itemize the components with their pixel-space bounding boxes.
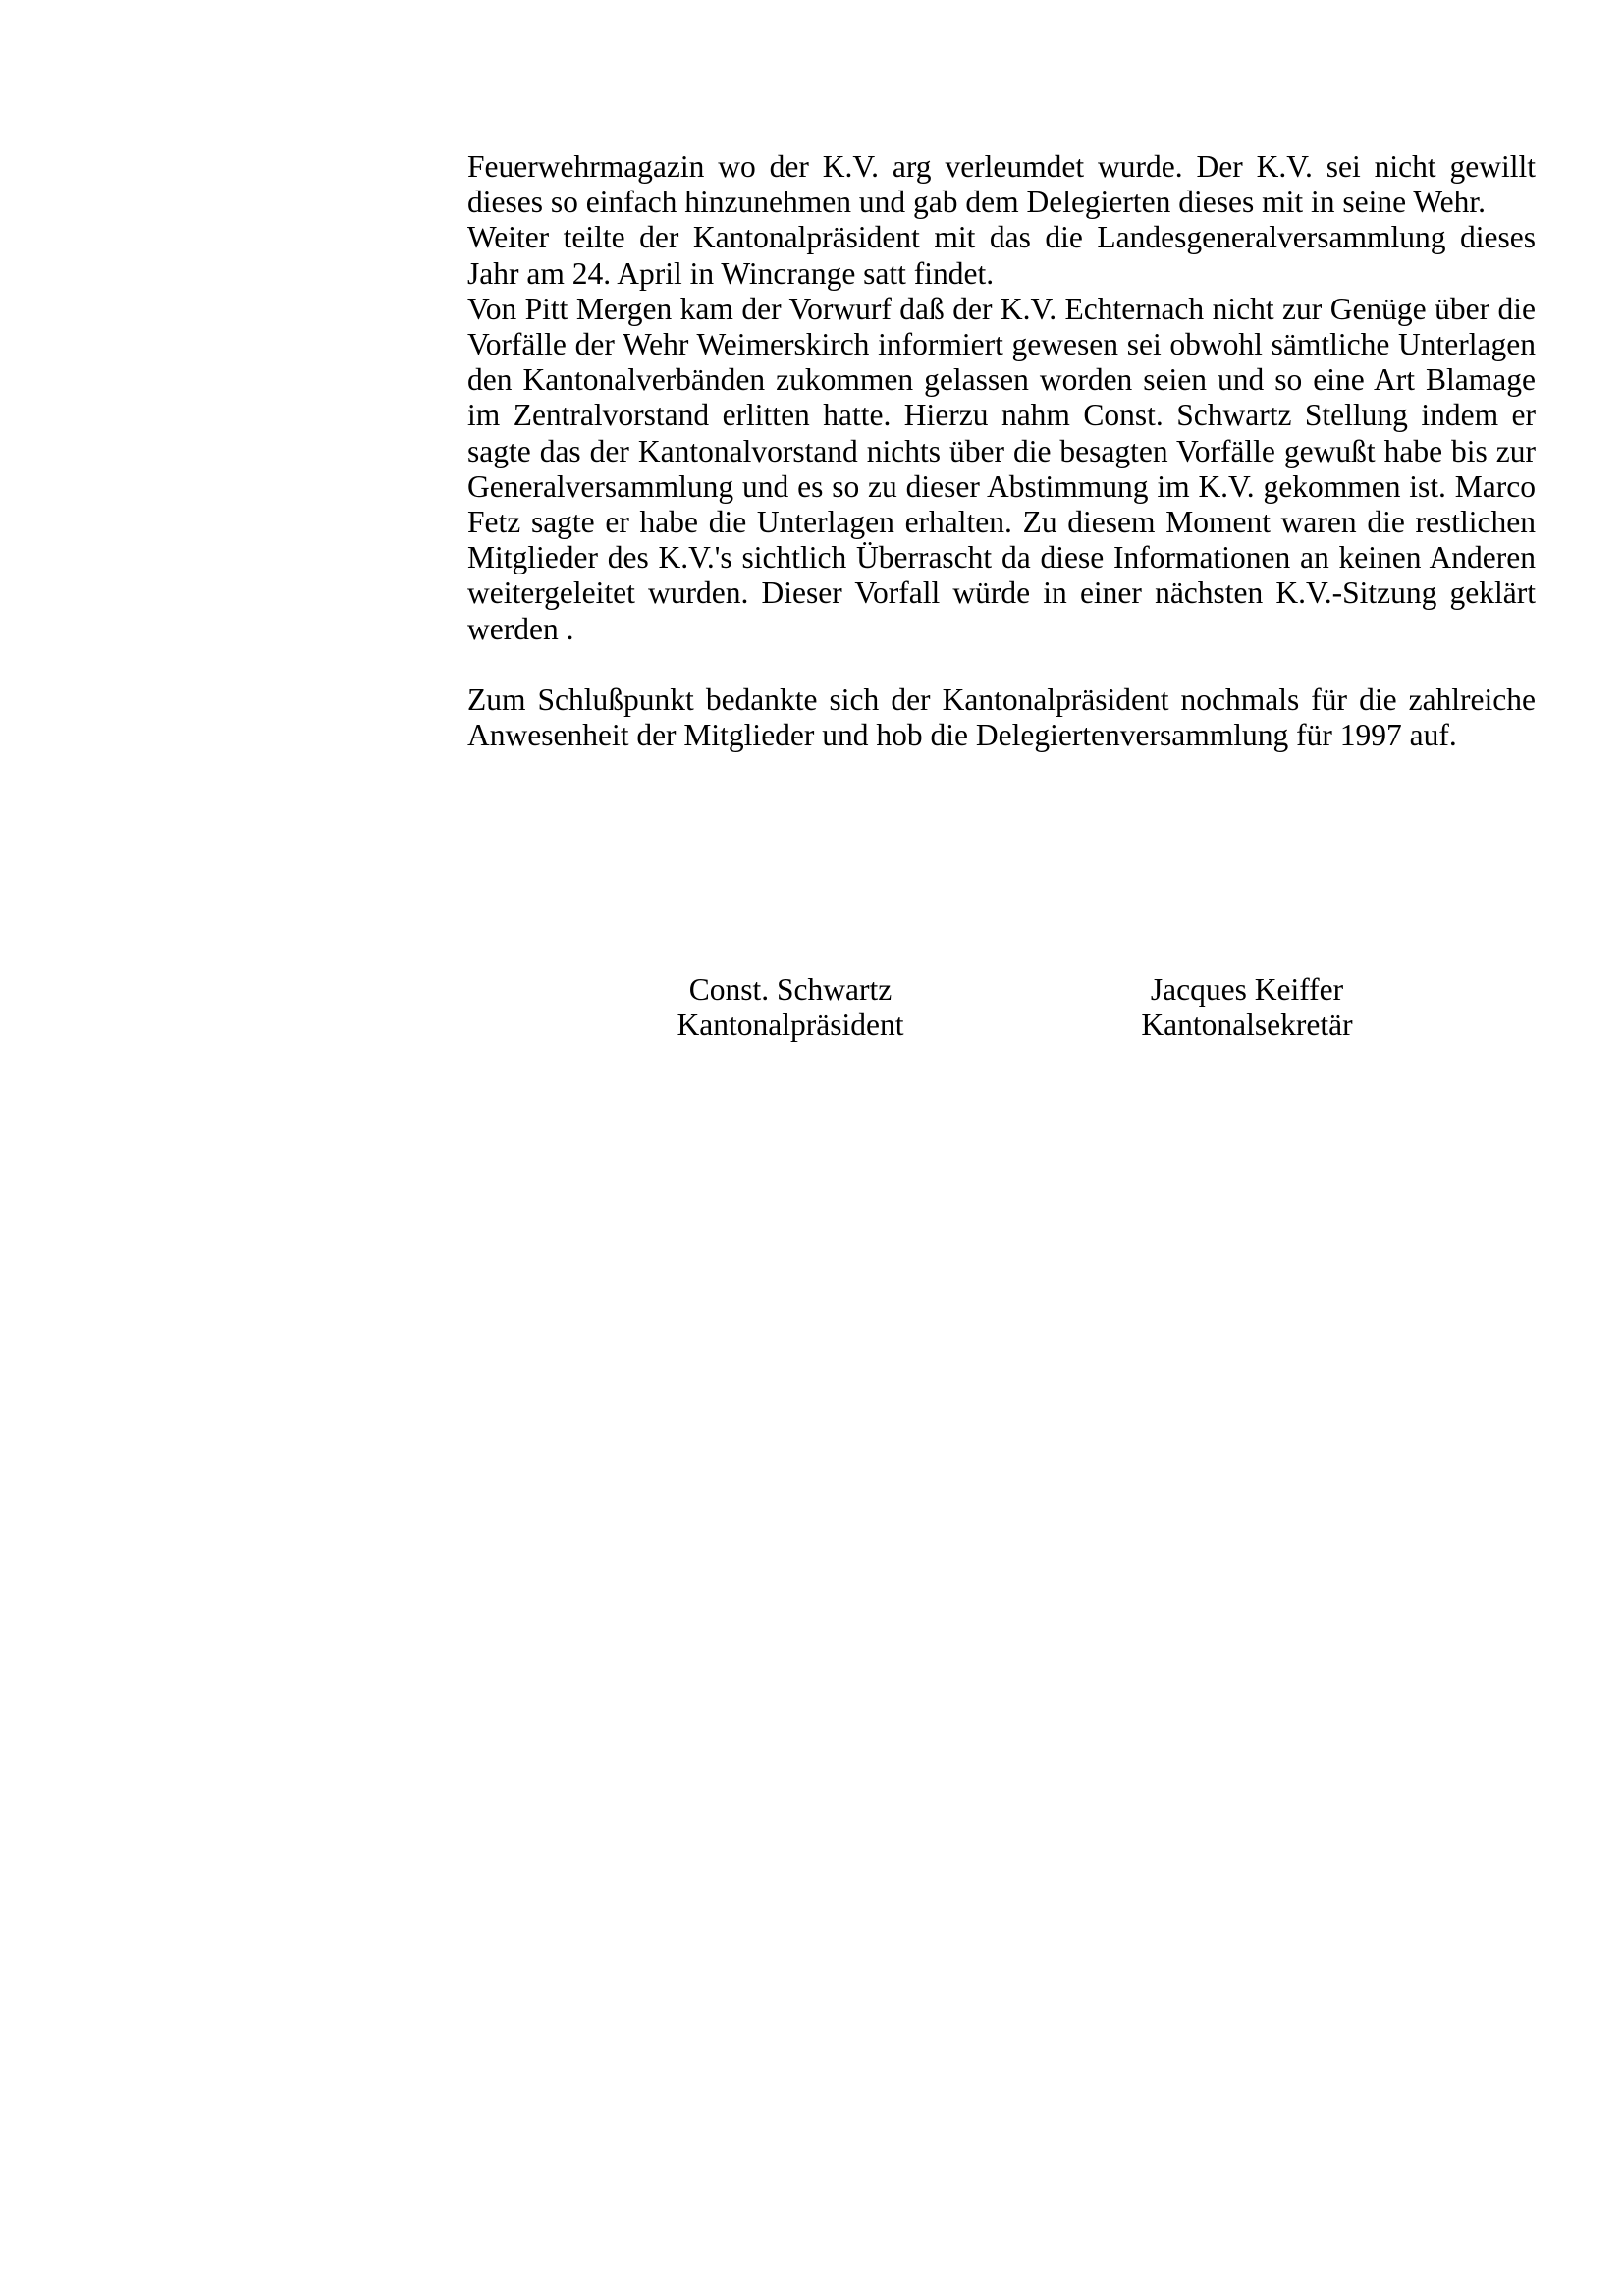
paragraph-spacer bbox=[467, 647, 1536, 683]
signature-secretary bbox=[1080, 972, 1414, 1043]
signature-president bbox=[623, 972, 957, 1043]
signature-title: Kantonalsekretär bbox=[1141, 1008, 1353, 1042]
signature-name: Const. Schwartz bbox=[688, 972, 893, 1007]
paragraph-2: Weiter teilte der Kantonalpräsident mit das die Landesgeneralversammlung dieses Jahr am 24. April in Wincrange satt findet. bbox=[467, 220, 1536, 291]
paragraph-3: Von Pitt Mergen kam der Vorwurf daß der K.V. Echternach nicht zur Genüge über die Vorfälle der Wehr Weimerskirch informiert gewesen sei obwohl sämtliche Unterlagen den Kantonalverbänden zukommen gelassen worden seien und so eine Art Blamage im Zentralvorstand erlitten hatte. Hierzu nahm Const. Schwartz Stellung indem er sagte das der Kantonalvorstand nichts über die besagten Vorfälle gewußt habe bis zur Generalversammlung und es so zu dieser Abstimmung im K.V. gekommen ist. Marco Fetz sagte er habe die Unterlagen erhalten. Zu diesem Moment waren die restlichen Mitglieder des K.V.'s sichtlich Überrascht da diese Informationen an keinen Anderen weitergeleitet wurden. Dieser Vorfall würde in einer nächsten K.V.-Sitzung geklärt werden . bbox=[467, 291, 1536, 646]
document-body bbox=[467, 149, 1536, 753]
signature-title: Kantonalpräsident bbox=[677, 1008, 904, 1042]
paragraph-4: Zum Schlußpunkt bedankte sich der Kantonalpräsident nochmals für die zahlreiche Anwesenheit der Mitglieder und hob die Delegiertenversammlung für 1997 auf. bbox=[467, 682, 1536, 753]
paragraph-1: Feuerwehrmagazin wo der K.V. arg verleumdet wurde. Der K.V. sei nicht gewillt dieses so einfach hinzunehmen und gab dem Delegierten dieses mit in seine Wehr. bbox=[467, 149, 1536, 220]
signature-name: Jacques Keiffer bbox=[1150, 972, 1344, 1007]
